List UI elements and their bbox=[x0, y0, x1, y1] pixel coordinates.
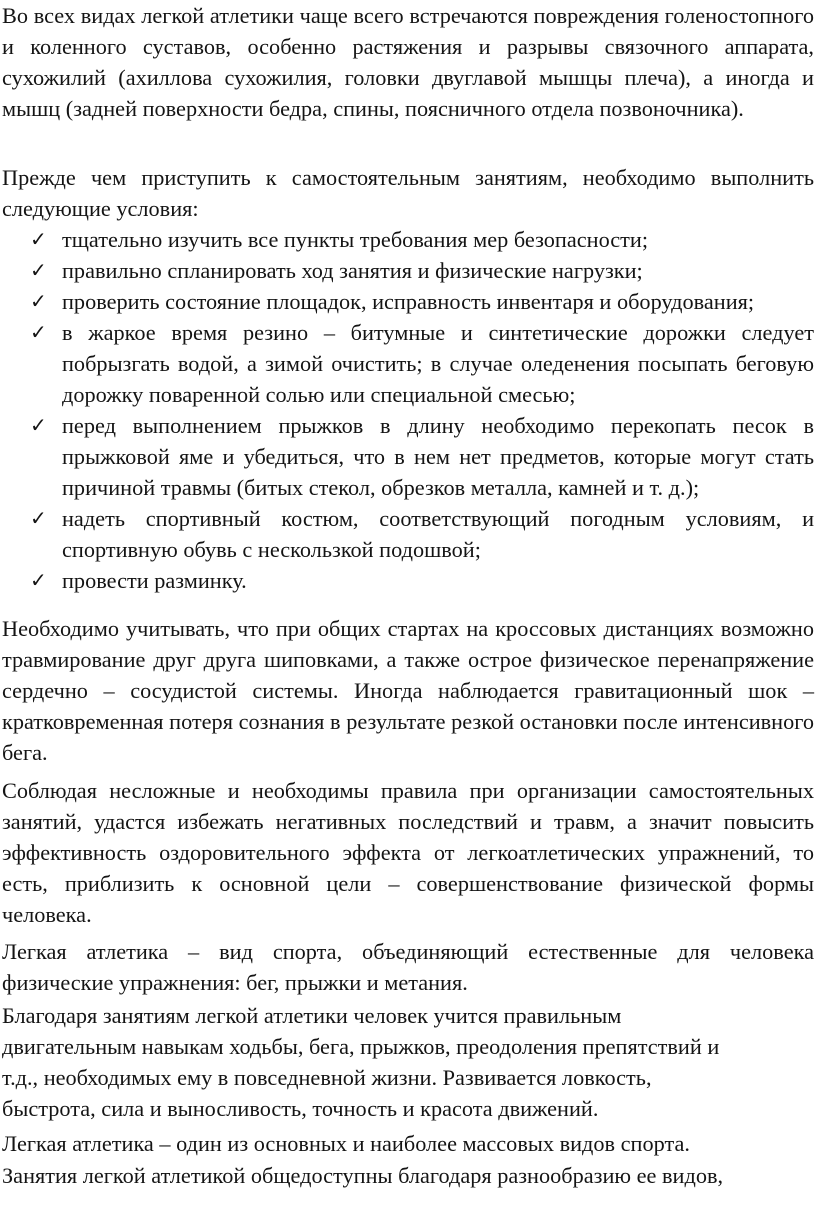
checkmark-icon: ✓ bbox=[30, 289, 47, 313]
checklist-item-text: надеть спортивный костюм, соответствующий погодным условиям, и спортивную обувь с нескользкой подошвой; bbox=[62, 506, 814, 562]
paragraph-accessibility: Занятия легкой атлетикой общедоступны благодаря разнообразию ее видов, bbox=[2, 1163, 724, 1188]
checklist-item-text: перед выполнением прыжков в длину необходимо перекопать песок в прыжковой яме и убедиться, что в нем нет предметов, которые могут стать причиной травмы (битых стекол, обрезков металла, камней и т. д.); bbox=[62, 413, 814, 500]
checkmark-icon: ✓ bbox=[30, 258, 47, 282]
checklist-item-text: тщательно изучить все пункты требования мер безопасности; bbox=[62, 227, 649, 252]
paragraph-mass-sport: Легкая атлетика – один из основных и наиболее массовых видов спорта. bbox=[2, 1131, 690, 1156]
checklist-item bbox=[0, 255, 816, 286]
checkmark-icon: ✓ bbox=[30, 506, 47, 530]
paragraph-line: быстрота, сила и выносливость, точность и красота движений. bbox=[2, 1096, 599, 1121]
checklist-item-text: правильно спланировать ход занятия и физические нагрузки; bbox=[62, 258, 643, 283]
checklist-item bbox=[0, 286, 816, 317]
paragraph-injuries: Во всех видах легкой атлетики чаще всего встречаются повреждения голеностопного и коленного суставов, особенно растяжения и разрывы связочного аппарата, сухожилий (ахиллова сухожилия, головки двуглавой мышцы плеча), а иногда и мышц (задней поверхности бедра, спины, поясничного отдела позвоночника). bbox=[2, 3, 814, 121]
paragraph-line: Благодаря занятиям легкой атлетики человек учится правильным bbox=[2, 1003, 622, 1028]
checklist-item bbox=[0, 410, 816, 503]
checkmark-icon: ✓ bbox=[30, 320, 47, 344]
checkmark-icon: ✓ bbox=[30, 227, 47, 251]
checklist-item bbox=[0, 224, 816, 255]
checkmark-icon: ✓ bbox=[30, 413, 47, 437]
paragraph-athletics-skills bbox=[2, 1000, 814, 1124]
paragraph-athletics-definition: Легкая атлетика – вид спорта, объединяющий естественные для человека физические упражнения: бег, прыжки и метания. bbox=[2, 939, 814, 995]
checklist-item-text: проверить состояние площадок, исправность инвентаря и оборудования; bbox=[62, 289, 755, 314]
checklist-item bbox=[0, 503, 816, 565]
paragraph-line: т.д., необходимых ему в повседневной жизни. Развивается ловкость, bbox=[2, 1065, 652, 1090]
paragraph-line: двигательным навыкам ходьбы, бега, прыжков, преодоления препятствий и bbox=[2, 1034, 720, 1059]
conditions-checklist bbox=[0, 224, 816, 596]
paragraph-conditions-intro: Прежде чем приступить к самостоятельным занятиям, необходимо выполнить следующие условия: bbox=[2, 165, 814, 221]
paragraph-cross-country-risks: Необходимо учитывать, что при общих стартах на кроссовых дистанциях возможно травмирование друг друга шиповками, а также острое физическое перенапряжение сердечно – сосудистой системы. Иногда наблюдается гравитационный шок – кратковременная потеря сознания в результате резкой остановки после интенсивного бега. bbox=[2, 616, 814, 765]
paragraph-rules-benefit: Соблюдая несложные и необходимы правила при организации самостоятельных занятий, удастся избежать негативных последствий и травм, а значит повысить эффективность оздоровительного эффекта от легкоатлетических упражнений, то есть, приблизить к основной цели – совершенствование физической формы человека. bbox=[2, 778, 814, 927]
checklist-item bbox=[0, 317, 816, 410]
checkmark-icon: ✓ bbox=[30, 568, 47, 592]
checklist-item-text: в жаркое время резино – битумные и синтетические дорожки следует побрызгать водой, а зимой очистить; в случае оледенения посыпать беговую дорожку поваренной солью или специальной смесью; bbox=[62, 320, 814, 407]
checklist-item-text: провести разминку. bbox=[62, 568, 247, 593]
checklist-item bbox=[0, 565, 816, 596]
